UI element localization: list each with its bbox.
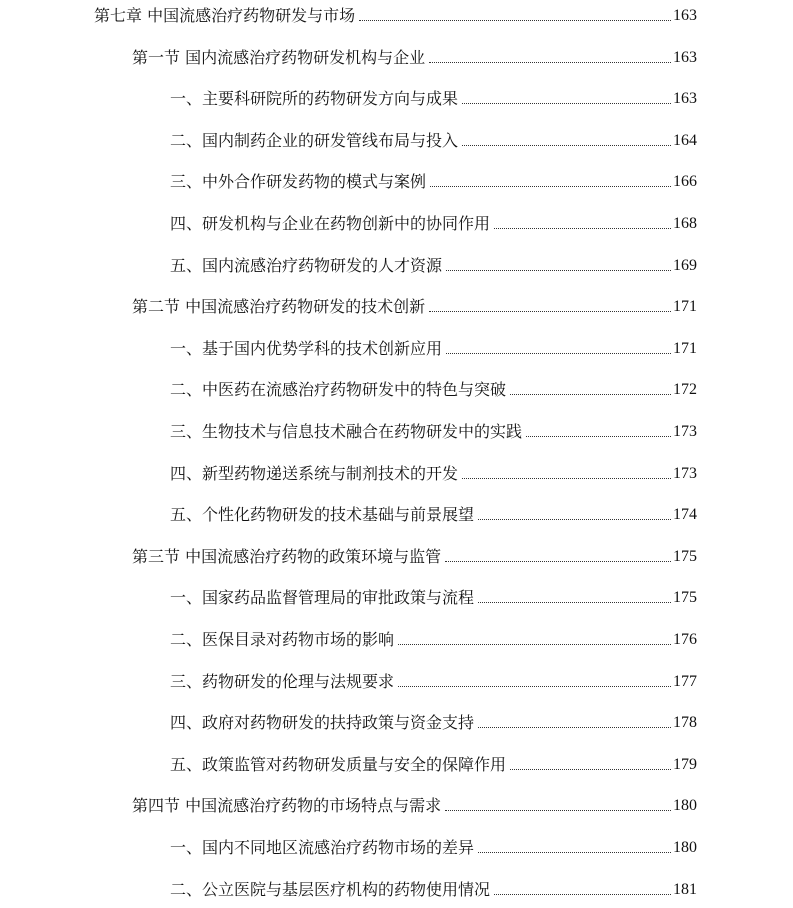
dot-leader xyxy=(446,352,671,354)
toc-entry[interactable] xyxy=(170,749,697,775)
toc-entry[interactable] xyxy=(170,582,697,608)
toc-entry-page-number: 169 xyxy=(673,256,697,274)
toc-entry-page-number: 173 xyxy=(673,464,697,482)
toc-entry-page-number: 164 xyxy=(673,131,697,149)
toc-entry-title: 第七章 中国流感治疗药物研发与市场 xyxy=(94,6,356,25)
dot-leader xyxy=(445,809,671,811)
toc-entry-title: 三、药物研发的伦理与法规要求 xyxy=(170,671,395,691)
dot-leader xyxy=(429,310,671,312)
toc-entry-page-number: 181 xyxy=(673,880,697,898)
dot-leader xyxy=(510,393,671,395)
toc-entry-title: 一、主要科研院所的药物研发方向与成果 xyxy=(170,89,459,109)
dot-leader xyxy=(462,477,671,479)
toc-entry-title: 第四节 中国流感治疗药物的市场特点与需求 xyxy=(132,796,442,816)
toc-entry-title: 五、国内流感治疗药物研发的人才资源 xyxy=(170,255,443,275)
toc-entry[interactable] xyxy=(170,707,697,733)
toc-entry[interactable] xyxy=(170,166,697,192)
toc-entry-title: 第一节 国内流感治疗药物研发机构与企业 xyxy=(132,47,426,67)
dot-leader xyxy=(462,144,671,146)
toc-entry-page-number: 173 xyxy=(673,423,697,440)
toc-entry-page-number: 171 xyxy=(673,339,697,357)
toc-entry[interactable] xyxy=(170,83,697,109)
toc-entry[interactable] xyxy=(132,541,697,567)
toc-entry-title: 四、政府对药物研发的扶持政策与资金支持 xyxy=(170,713,475,733)
toc-entry-title: 四、研发机构与企业在药物创新中的协同作用 xyxy=(170,214,491,233)
toc-entry[interactable] xyxy=(94,0,697,26)
toc-entry[interactable] xyxy=(170,458,697,484)
toc-entry[interactable] xyxy=(170,624,697,650)
toc-entry-title: 二、医保目录对药物市场的影响 xyxy=(170,630,395,649)
toc-entry-title: 三、生物技术与信息技术融合在药物研发中的实践 xyxy=(170,422,523,441)
dot-leader xyxy=(478,601,671,603)
toc-entry-title: 第二节 中国流感治疗药物研发的技术创新 xyxy=(132,297,426,317)
toc-entry-page-number: 178 xyxy=(673,714,697,732)
toc-entry-page-number: 163 xyxy=(673,7,697,24)
toc-entry-page-number: 180 xyxy=(673,797,697,815)
toc-entry-title: 三、中外合作研发药物的模式与案例 xyxy=(170,172,427,192)
toc-entry[interactable] xyxy=(170,250,697,276)
toc-entry[interactable] xyxy=(170,416,697,442)
toc-entry-title: 二、中医药在流感治疗药物研发中的特色与突破 xyxy=(170,380,507,400)
toc-entry-page-number: 177 xyxy=(673,672,697,690)
dot-leader xyxy=(462,102,671,104)
toc-entry-title: 第三节 中国流感治疗药物的政策环境与监管 xyxy=(132,546,442,566)
toc-entry-page-number: 175 xyxy=(673,547,697,565)
toc-entry[interactable] xyxy=(170,125,697,151)
toc-entry[interactable] xyxy=(170,208,697,234)
dot-leader xyxy=(494,227,671,229)
toc-entry-title: 二、国内制药企业的研发管线布局与投入 xyxy=(170,130,459,150)
toc-entry[interactable] xyxy=(170,333,697,359)
dot-leader xyxy=(398,643,671,645)
dot-leader xyxy=(494,893,671,895)
dot-leader xyxy=(478,518,671,520)
toc-entry[interactable] xyxy=(170,499,697,525)
toc-entry[interactable] xyxy=(170,374,697,400)
toc-entry-page-number: 168 xyxy=(673,215,697,232)
toc-entry-page-number: 179 xyxy=(673,755,697,773)
toc-entry-page-number: 174 xyxy=(673,506,697,524)
toc-entry-page-number: 166 xyxy=(673,173,697,191)
dot-leader xyxy=(526,435,671,437)
toc-entry-page-number: 175 xyxy=(673,589,697,607)
toc-entry-title: 五、政策监管对药物研发质量与安全的保障作用 xyxy=(170,754,507,774)
dot-leader xyxy=(430,185,671,187)
toc-entry[interactable] xyxy=(132,790,697,816)
toc-entry-title: 二、公立医院与基层医疗机构的药物使用情况 xyxy=(170,879,491,899)
dot-leader xyxy=(446,269,671,271)
toc-entry-page-number: 180 xyxy=(673,839,697,856)
dot-leader xyxy=(398,685,671,687)
toc-entry-title: 一、国内不同地区流感治疗药物市场的差异 xyxy=(170,838,475,857)
toc-entry[interactable] xyxy=(170,666,697,692)
dot-leader xyxy=(429,61,671,63)
toc-entry-page-number: 172 xyxy=(673,381,697,399)
dot-leader xyxy=(445,560,671,562)
toc-entry-page-number: 163 xyxy=(673,90,697,108)
toc-entry[interactable] xyxy=(132,42,697,68)
dot-leader xyxy=(510,768,671,770)
toc-entry[interactable] xyxy=(170,874,697,900)
toc-entry-title: 四、新型药物递送系统与制剂技术的开发 xyxy=(170,463,459,483)
dot-leader xyxy=(478,851,671,853)
toc-entry[interactable] xyxy=(170,832,697,858)
toc-entry-page-number: 171 xyxy=(673,298,697,316)
toc-entry-page-number: 163 xyxy=(673,48,697,66)
toc-entry-title: 一、基于国内优势学科的技术创新应用 xyxy=(170,338,443,358)
toc-entry-page-number: 176 xyxy=(673,631,697,648)
toc-entry[interactable] xyxy=(132,291,697,317)
toc-entry-title: 五、个性化药物研发的技术基础与前景展望 xyxy=(170,505,475,525)
dot-leader xyxy=(359,19,671,21)
dot-leader xyxy=(478,726,671,728)
toc-entry-title: 一、国家药品监督管理局的审批政策与流程 xyxy=(170,588,475,608)
